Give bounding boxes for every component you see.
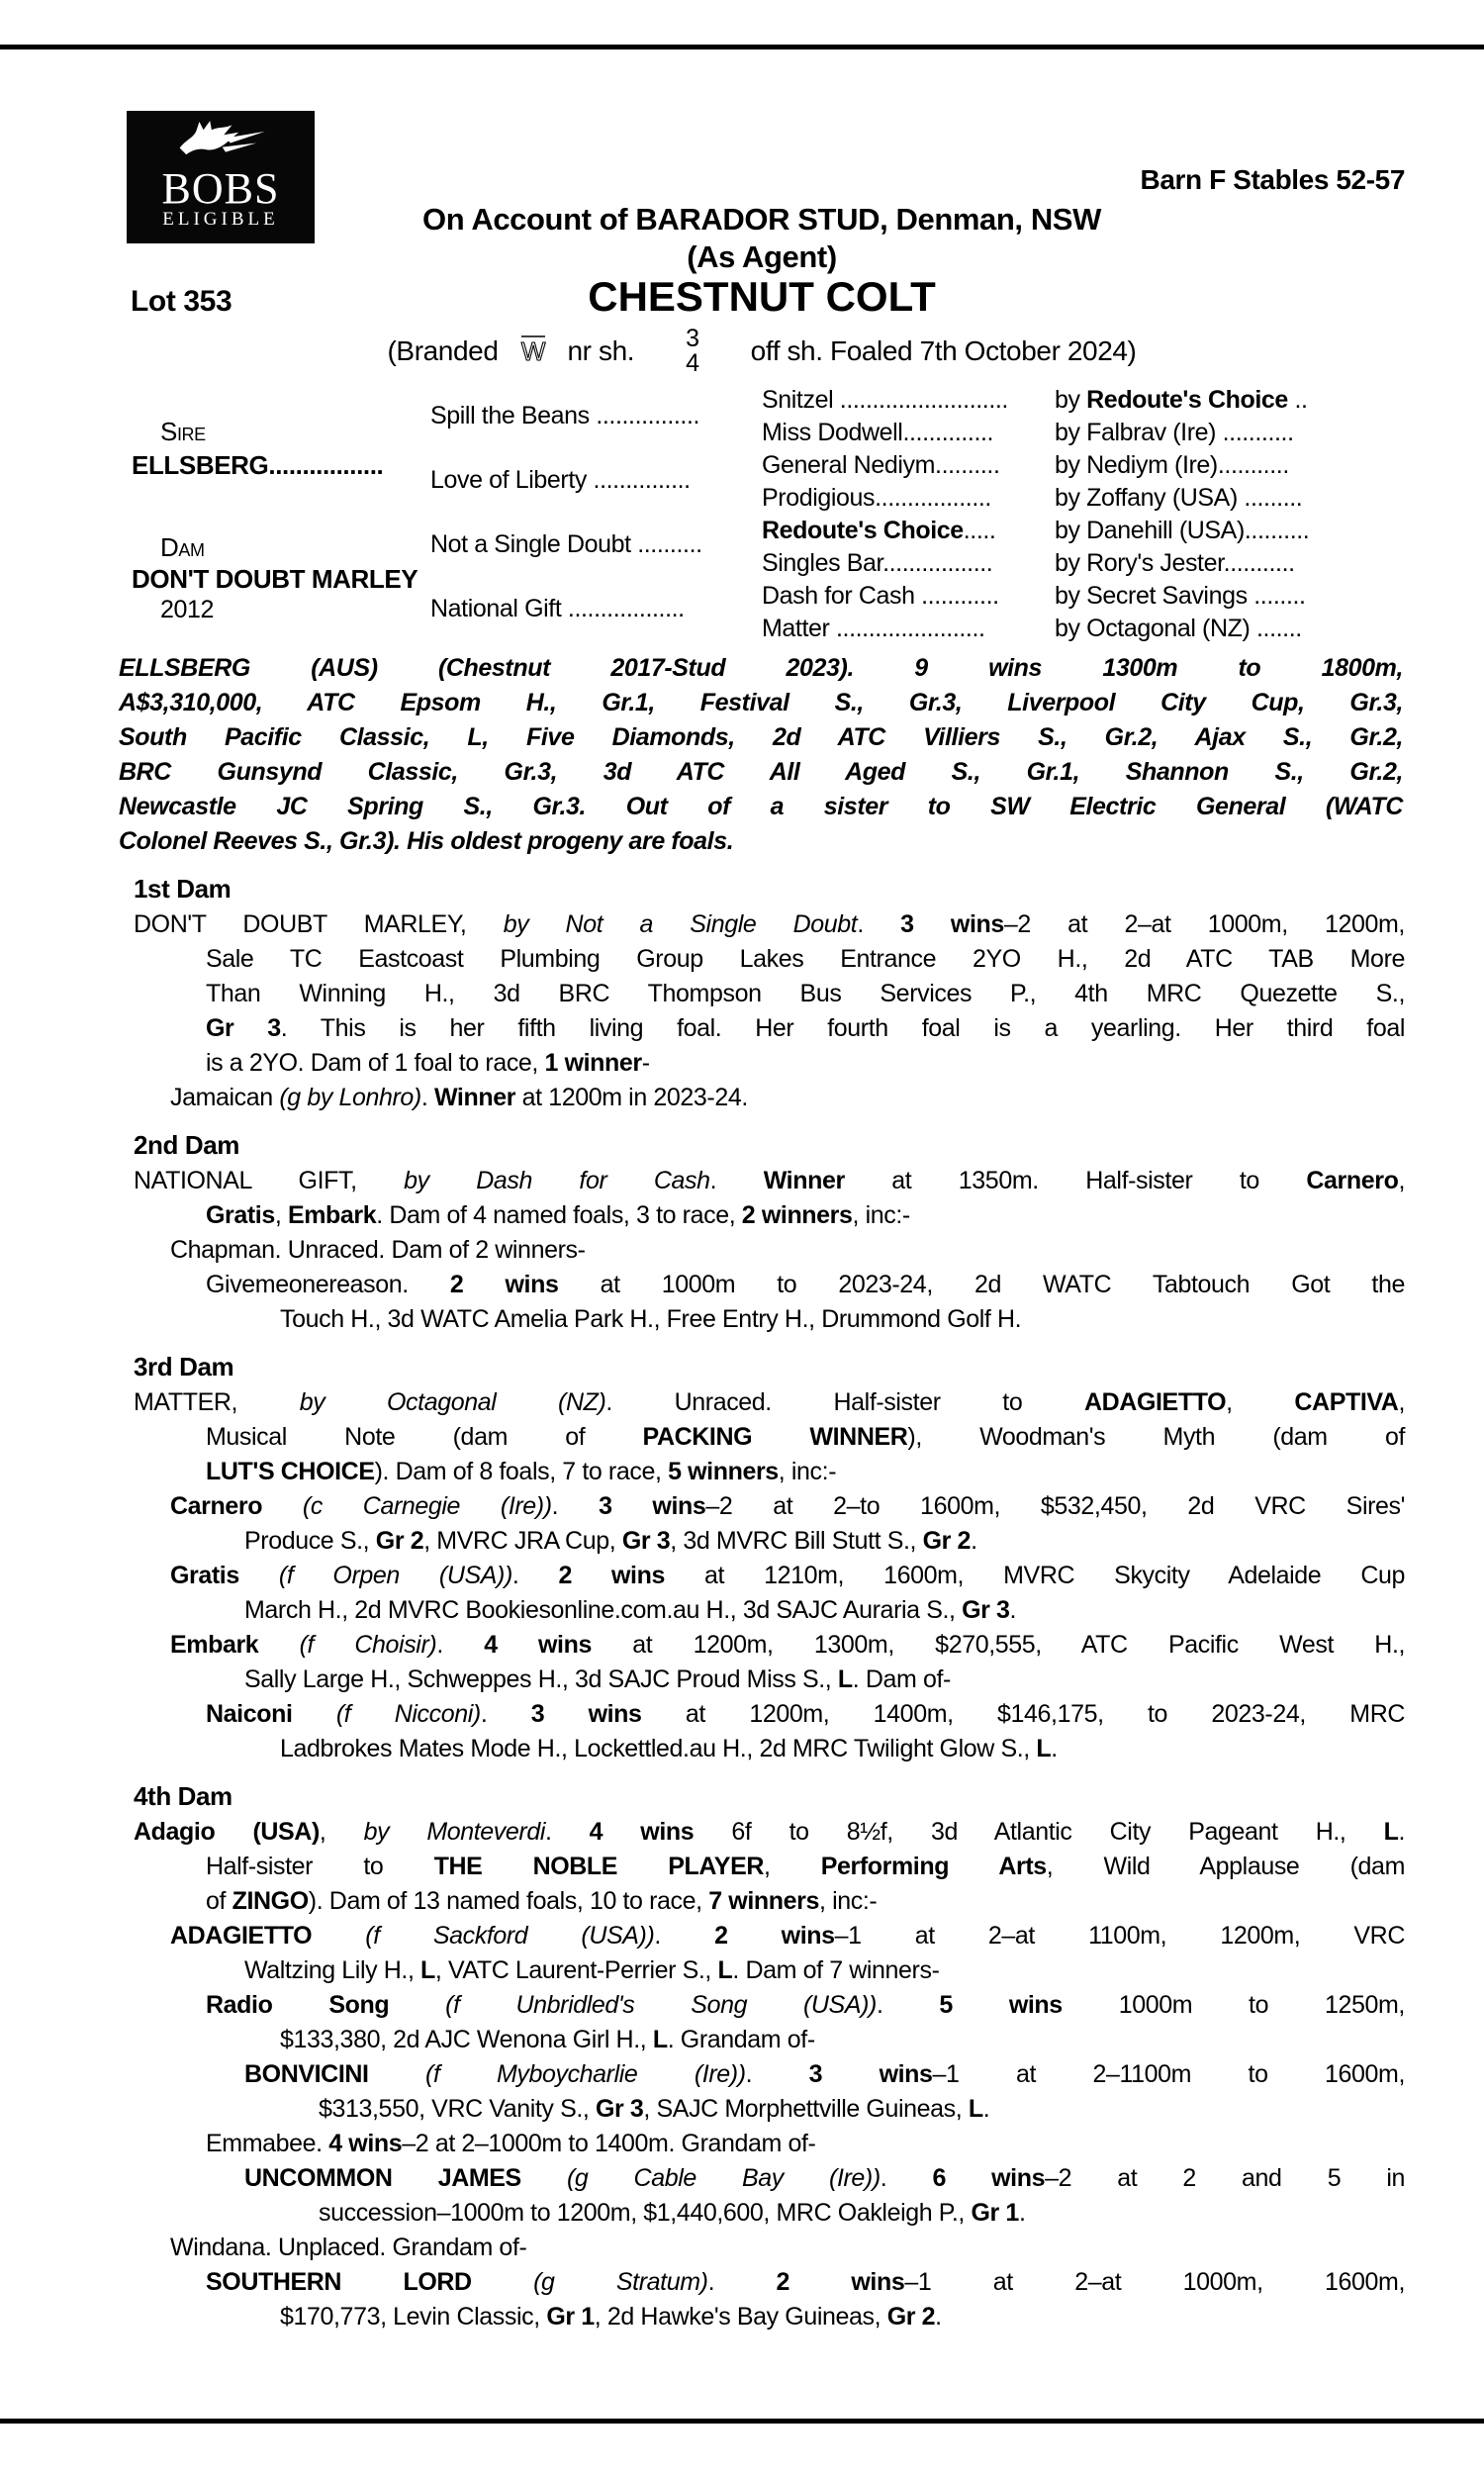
horse-head-icon xyxy=(169,117,272,169)
pedigree-row xyxy=(762,484,1302,513)
pedigree-row xyxy=(762,549,1295,578)
text-line: LUT'S CHOICE). Dam of 8 foals, 7 to race, 5 winners, inc:- xyxy=(206,1458,837,1485)
text-line: Embark (f Choisir). 4 wins at 1200m, 1300m, $270,555, ATC Pacific West H., xyxy=(170,1631,1406,1659)
dam-name: DON'T DOUBT MARLEY xyxy=(132,564,418,594)
pedigree-row xyxy=(762,419,1294,447)
ancestor-name: Matter ....................... xyxy=(762,615,985,642)
ancestor-by: by Zoffany (USA) ......... xyxy=(1055,484,1303,512)
text-line: March H., 2d MVRC Bookiesonline.com.au H., 3d SAJC Auraria S., Gr 3. xyxy=(244,1596,1017,1624)
granddam-maternal: National Gift .................. xyxy=(430,595,685,622)
text-line: BRC Gunsynd Classic, Gr.3, 3d ATC All Aged S., Gr.1, Shannon S., Gr.2, xyxy=(119,758,1403,786)
ancestor-by: by Nediym (Ire)........... xyxy=(1055,451,1289,479)
ancestor-by: by Octagonal (NZ) ....... xyxy=(1055,615,1302,642)
text-line: Carnero (c Carnegie (Ire)). 3 wins–2 at 2–to 1600m, $532,450, 2d VRC Sires' xyxy=(170,1492,1405,1520)
text-line: ADAGIETTO (f Sackford (USA)). 2 wins–1 at 2–at 1100m, 1200m, VRC xyxy=(170,1922,1405,1950)
text-line: is a 2YO. Dam of 1 foal to race, 1 winner- xyxy=(206,1049,650,1077)
pedigree-row xyxy=(762,386,1308,415)
text-line: NATIONAL GIFT, by Dash for Cash. Winner at 1350m. Half-sister to Carnero, xyxy=(134,1167,1405,1194)
ancestor-name: Redoute's Choice..... xyxy=(762,517,996,544)
grandsire-paternal: Spill the Beans ................ xyxy=(430,402,700,429)
text-line: Adagio (USA), by Monteverdi. 4 wins 6f to 8½f, 3d Atlantic City Pageant H., L. xyxy=(134,1818,1405,1846)
grandsire-maternal: Not a Single Doubt .......... xyxy=(430,530,702,558)
ancestor-name: Miss Dodwell.............. xyxy=(762,419,994,446)
barn-stables-label: Barn F Stables 52-57 xyxy=(1140,164,1405,195)
ancestor-by: by Secret Savings ........ xyxy=(1055,582,1306,610)
sire-label: Sire xyxy=(160,417,206,446)
text-line: Chapman. Unraced. Dam of 2 winners- xyxy=(170,1236,586,1264)
text-line: SOUTHERN LORD (g Stratum). 2 wins–1 at 2–at 1000m, 1600m, xyxy=(206,2268,1405,2296)
pedigree-row xyxy=(762,582,1306,611)
granddam-paternal: Love of Liberty ............... xyxy=(430,466,691,494)
text-line: Than Winning H., 3d BRC Thompson Bus Services P., 4th MRC Quezette S., xyxy=(206,980,1405,1007)
section-heading: 3rd Dam xyxy=(134,1352,234,1381)
sire-name: ELLSBERG................. xyxy=(132,450,384,480)
logo-subword: ELIGIBLE xyxy=(162,209,279,230)
section-heading: 4th Dam xyxy=(134,1781,232,1811)
account-line: On Account of BARADOR STUD, Denman, NSW xyxy=(422,202,1101,237)
ancestor-name: General Nediym.......... xyxy=(762,451,1000,479)
pedigree-row xyxy=(762,517,1309,545)
ancestor-by: by Falbrav (Ire) ........... xyxy=(1055,419,1294,446)
text-line: succession–1000m to 1200m, $1,440,600, MRC Oakleigh P., Gr 1. xyxy=(319,2199,1026,2227)
page-title: CHESTNUT COLT xyxy=(588,273,936,320)
branded-suffix: off sh. Foaled 7th October 2024) xyxy=(750,335,1137,366)
text-line: Produce S., Gr 2, MVRC JRA Cup, Gr 3, 3d MVRC Bill Stutt S., Gr 2. xyxy=(244,1527,977,1555)
bottom-rule xyxy=(0,2419,1484,2424)
text-line: A$3,310,000, ATC Epsom H., Gr.1, Festival S., Gr.3, Liverpool City Cup, Gr.3, xyxy=(119,689,1403,716)
brand-fraction xyxy=(686,327,699,376)
svg-text:W: W xyxy=(520,335,545,366)
text-line: $170,773, Levin Classic, Gr 1, 2d Hawke's Bay Guineas, Gr 2. xyxy=(280,2303,942,2331)
pedigree-text-body xyxy=(0,651,1484,2334)
text-line: BONVICINI (f Myboycharlie (Ire)). 3 wins–1 at 2–1100m to 1600m, xyxy=(244,2060,1406,2088)
text-line: Sale TC Eastcoast Plumbing Group Lakes Entrance 2YO H., 2d ATC TAB More xyxy=(206,945,1405,973)
brand-fraction-top: 3 xyxy=(686,325,699,352)
logo-word: BOBS xyxy=(161,164,280,213)
text-line: Touch H., 3d WATC Amelia Park H., Free Entry H., Drummond Golf H. xyxy=(280,1305,1022,1333)
text-line: South Pacific Classic, L, Five Diamonds, 2d ATC Villiers S., Gr.2, Ajax S., Gr.2, xyxy=(119,723,1403,751)
brand-mark-icon xyxy=(512,331,554,373)
branded-nr-shoulder: nr sh. xyxy=(567,335,635,366)
text-line: DON'T DOUBT MARLEY, by Not a Single Doubt. 3 wins–2 at 2–at 1000m, 1200m, xyxy=(134,910,1405,938)
dam-label: Dam xyxy=(160,532,205,562)
ancestor-name: Snitzel .......................... xyxy=(762,386,1008,414)
ancestor-by: by Rory's Jester........... xyxy=(1055,549,1295,577)
ancestor-by: by Redoute's Choice .. xyxy=(1055,386,1308,414)
text-line: Half-sister to THE NOBLE PLAYER, Performing Arts, Wild Applause (dam xyxy=(206,1853,1405,1880)
lot-number: Lot 353 xyxy=(131,285,232,318)
ancestor-name: Singles Bar................. xyxy=(762,549,993,577)
text-line: $313,550, VRC Vanity S., Gr 3, SAJC Morphettville Guineas, L. xyxy=(319,2095,990,2123)
text-line: Gratis, Embark. Dam of 4 named foals, 3 to race, 2 winners, inc:- xyxy=(206,1201,910,1229)
section-heading: 1st Dam xyxy=(134,874,232,904)
text-line: Newcastle JC Spring S., Gr.3. Out of a sister to SW Electric General (WATC xyxy=(119,793,1403,820)
ancestor-name: Dash for Cash ............ xyxy=(762,582,999,610)
text-line: ELLSBERG (AUS) (Chestnut 2017-Stud 2023). 9 wins 1300m to 1800m, xyxy=(119,654,1403,682)
dam-year: 2012 xyxy=(160,596,215,623)
text-line: UNCOMMON JAMES (g Cable Bay (Ire)). 6 wins–2 at 2 and 5 in xyxy=(244,2164,1405,2192)
text-line: Naiconi (f Nicconi). 3 wins at 1200m, 1400m, $146,175, to 2023-24, MRC xyxy=(206,1700,1405,1728)
pedigree-row xyxy=(762,615,1302,643)
branded-prefix: (Branded xyxy=(387,335,499,366)
text-line: Givemeonereason. 2 wins at 1000m to 2023-24, 2d WATC Tabtouch Got the xyxy=(206,1271,1405,1298)
agent-line: (As Agent) xyxy=(687,239,837,274)
text-line: Waltzing Lily H., L, VATC Laurent-Perrier S., L. Dam of 7 winners- xyxy=(244,1956,940,1984)
section-heading: 2nd Dam xyxy=(134,1130,240,1160)
brand-fraction-bottom: 4 xyxy=(686,349,699,377)
text-line: Gratis (f Orpen (USA)). 2 wins at 1210m, 1600m, MVRC Skycity Adelaide Cup xyxy=(170,1562,1405,1589)
text-line: of ZINGO). Dam of 13 named foals, 10 to race, 7 winners, inc:- xyxy=(206,1887,878,1915)
text-line: Sally Large H., Schweppes H., 3d SAJC Proud Miss S., L. Dam of- xyxy=(244,1665,951,1693)
text-line: Colonel Reeves S., Gr.3). His oldest progeny are foals. xyxy=(119,827,734,855)
text-line: MATTER, by Octagonal (NZ). Unraced. Half-sister to ADAGIETTO, CAPTIVA, xyxy=(134,1388,1406,1416)
text-line: Emmabee. 4 wins–2 at 2–1000m to 1400m. Grandam of- xyxy=(206,2130,816,2157)
branded-line xyxy=(158,327,1365,376)
pedigree-row xyxy=(762,451,1289,480)
text-line: Windana. Unplaced. Grandam of- xyxy=(170,2234,527,2261)
text-line: Radio Song (f Unbridled's Song (USA)). 5 wins 1000m to 1250m, xyxy=(206,1991,1405,2019)
text-line: Jamaican (g by Lonhro). Winner at 1200m in 2023-24. xyxy=(170,1084,748,1111)
text-line: Gr 3. This is her fifth living foal. Her fourth foal is a yearling. Her third foal xyxy=(206,1014,1405,1042)
text-line: $133,380, 2d AJC Wenona Girl H., L. Grandam of- xyxy=(280,2026,815,2053)
text-line: Ladbrokes Mates Mode H., Lockettled.au H., 2d MRC Twilight Glow S., L. xyxy=(280,1735,1058,1762)
text-line: Musical Note (dam of PACKING WINNER), Woodman's Myth (dam of xyxy=(206,1423,1405,1451)
ancestor-name: Prodigious.................. xyxy=(762,484,991,512)
top-rule xyxy=(0,45,1484,49)
ancestor-by: by Danehill (USA).......... xyxy=(1055,517,1310,544)
